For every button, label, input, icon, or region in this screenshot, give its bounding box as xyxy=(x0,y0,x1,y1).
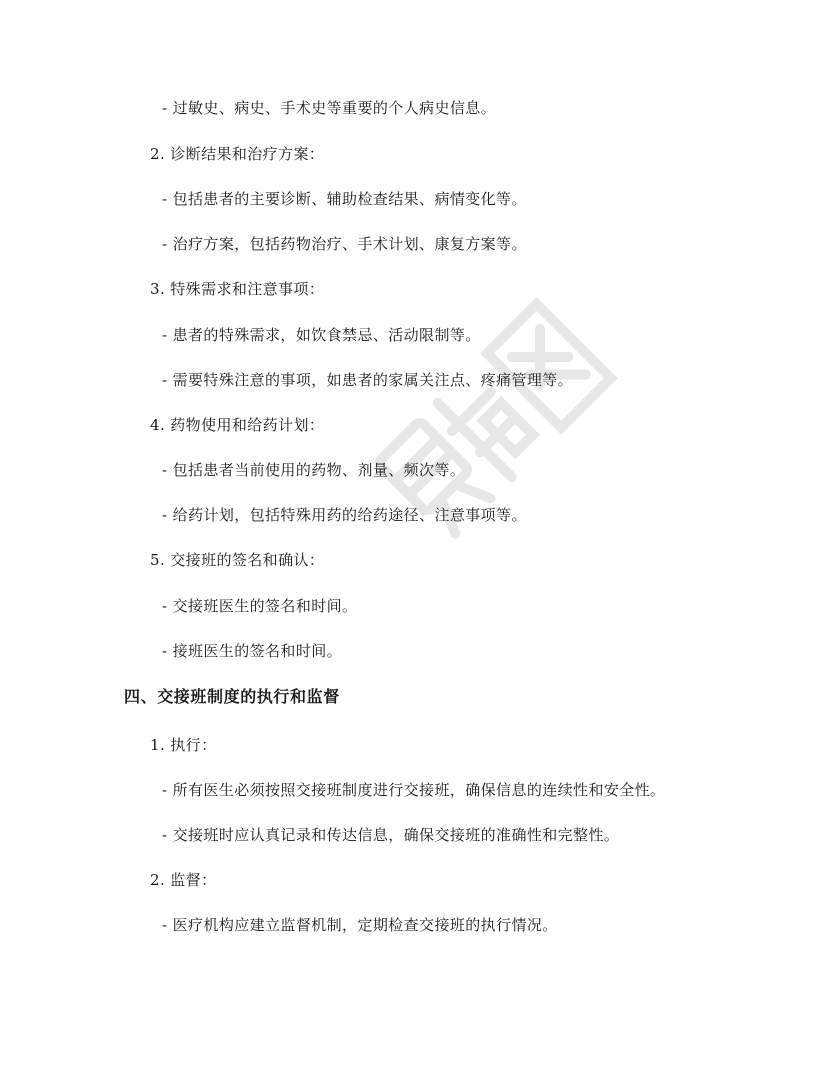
list-item: - 包括患者当前使用的药物、剂量、频次等。 xyxy=(162,461,466,479)
list-item: - 交接班时应认真记录和传达信息，确保交接班的准确性和完整性。 xyxy=(162,826,620,844)
numbered-item: 3. 特殊需求和注意事项： xyxy=(150,280,325,298)
list-item: - 医疗机构应建立监督机制，定期检查交接班的执行情况。 xyxy=(162,916,558,934)
numbered-item: 2. 监督： xyxy=(150,871,217,889)
numbered-item: 5. 交接班的签名和确认： xyxy=(150,551,325,569)
numbered-item: 2. 诊断结果和治疗方案： xyxy=(150,145,325,163)
numbered-item: 1. 执行： xyxy=(150,736,217,754)
list-item: - 包括患者的主要诊断、辅助检查结果、病情变化等。 xyxy=(162,190,527,208)
list-item: - 患者的特殊需求，如饮食禁忌、活动限制等。 xyxy=(162,326,481,344)
list-item: - 接班医生的签名和时间。 xyxy=(162,642,343,660)
list-item: - 治疗方案，包括药物治疗、手术计划、康复方案等。 xyxy=(162,235,527,253)
numbered-item: 4. 药物使用和给药计划： xyxy=(150,416,325,434)
section-heading: 四、交接班制度的执行和监督 xyxy=(124,687,340,706)
watermark-graphic xyxy=(296,226,664,594)
watermark-logo xyxy=(296,226,664,594)
list-item: - 过敏史、病史、手术史等重要的个人病史信息。 xyxy=(162,99,497,117)
list-item: - 需要特殊注意的事项，如患者的家属关注点、疼痛管理等。 xyxy=(162,371,574,389)
list-item: - 给药计划，包括特殊用药的给药途径、注意事项等。 xyxy=(162,506,527,524)
list-item: - 交接班医生的签名和时间。 xyxy=(162,597,358,615)
list-item: - 所有医生必须按照交接班制度进行交接班，确保信息的连续性和安全性。 xyxy=(162,781,666,799)
